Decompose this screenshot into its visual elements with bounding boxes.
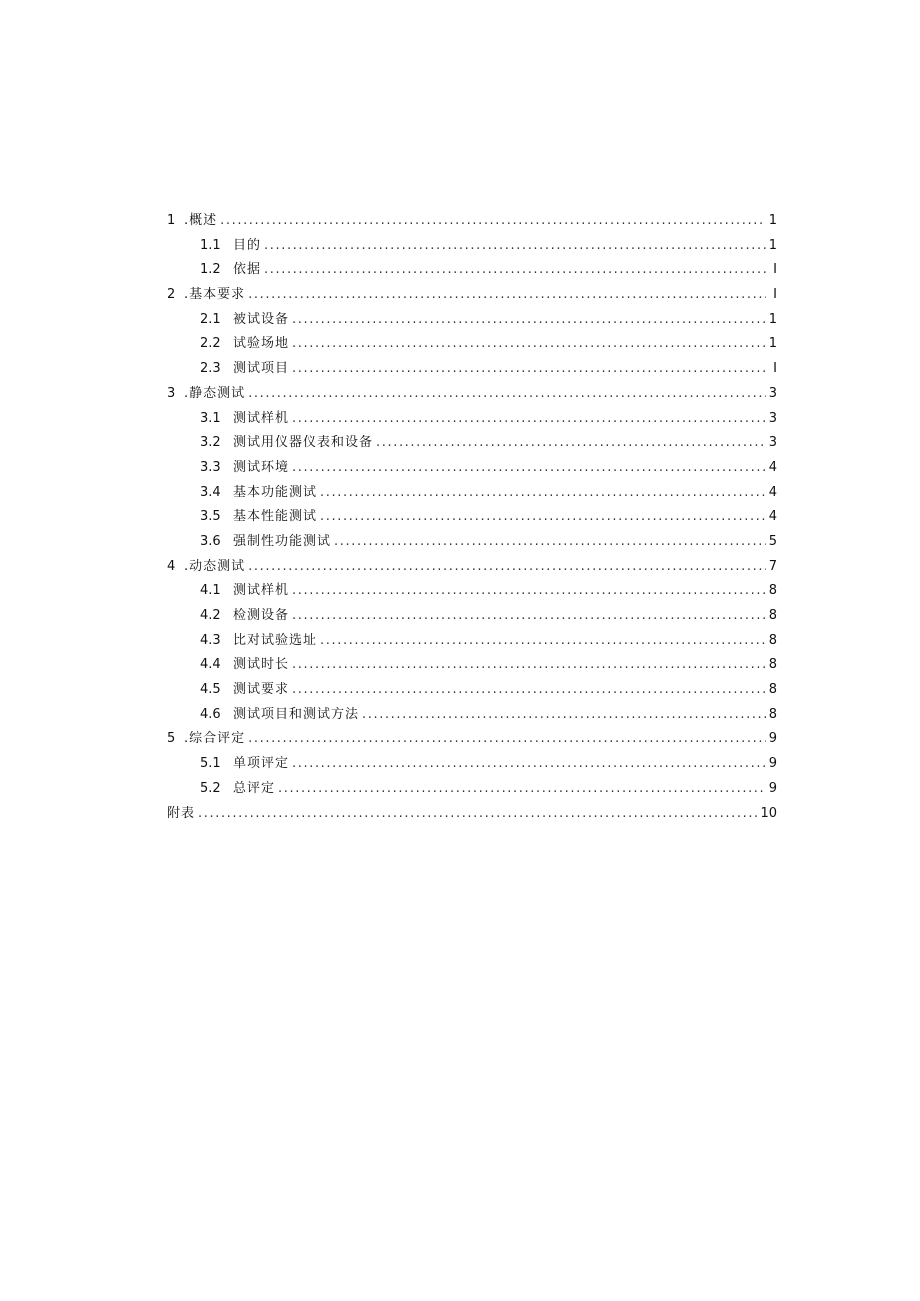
toc-leader-dots <box>362 703 766 728</box>
toc-entry-number: 1 <box>167 213 176 228</box>
toc-leader-dots <box>292 604 766 629</box>
toc-entry-number: 3 <box>167 385 176 401</box>
toc-entry[interactable] <box>167 283 777 308</box>
toc-entry-page: 1 <box>768 311 777 327</box>
toc-entry-page: 1 <box>768 336 777 352</box>
toc-leader-dots <box>292 456 766 481</box>
toc-entry-page: 4 <box>768 459 777 475</box>
toc-entry-page: I <box>773 287 777 303</box>
toc-entry[interactable] <box>167 407 777 432</box>
toc-entry[interactable] <box>167 332 777 357</box>
toc-entry[interactable] <box>167 530 777 555</box>
toc-entry-title: 比对试验选址 <box>233 632 318 648</box>
toc-entry-page: 9 <box>768 756 777 772</box>
toc-entry-number: 3.2 <box>200 435 221 451</box>
toc-entry-number: 1.2 <box>200 262 221 278</box>
toc-entry-title: 试验场地 <box>233 336 290 352</box>
toc-leader-dots <box>248 727 766 752</box>
toc-entry-page: 3 <box>768 435 777 451</box>
toc-entry-page: 8 <box>768 608 777 623</box>
toc-entry-title: 强制性功能测试 <box>233 533 332 549</box>
toc-leader-dots <box>292 332 766 357</box>
toc-entry-number: 5.1 <box>200 756 221 772</box>
toc-entry-page: 9 <box>768 731 777 747</box>
toc-entry-page: I <box>773 361 777 377</box>
toc-entry-title: 测试样机 <box>233 410 290 426</box>
toc-entry-number: 2.2 <box>200 336 221 352</box>
toc-entry-page: 1 <box>768 237 777 253</box>
toc-leader-dots <box>264 234 766 259</box>
toc-entry-number: 2 <box>167 287 176 303</box>
toc-entry-number: 3.6 <box>200 533 221 549</box>
toc-entry[interactable] <box>167 308 777 333</box>
toc-entry[interactable] <box>167 727 777 752</box>
toc-entry-title: 基本性能测试 <box>233 509 318 525</box>
toc-entry-number: 4.5 <box>200 682 221 698</box>
toc-entry-number: 3.1 <box>200 410 221 426</box>
toc-entry-title: 依据 <box>233 262 262 278</box>
toc-entry-page: 8 <box>768 706 777 722</box>
toc-entry-title: 目的 <box>233 237 262 253</box>
toc-entry-number: 3.4 <box>200 484 221 500</box>
toc-entry-title: .综合评定 <box>184 731 246 747</box>
toc-leader-dots <box>334 530 766 555</box>
toc-entry-title: 测试项目和测试方法 <box>233 706 360 722</box>
toc-entry-page: 3 <box>768 410 777 426</box>
toc-entry-page: 9 <box>768 780 777 796</box>
toc-entry[interactable] <box>167 703 777 728</box>
toc-entry-page: 7 <box>768 558 777 574</box>
toc-entry[interactable] <box>167 382 777 407</box>
toc-entry-title: .基本要求 <box>184 287 246 303</box>
toc-leader-dots <box>248 283 766 308</box>
toc-entry-number: 5.2 <box>200 780 221 796</box>
toc-leader-dots <box>220 209 766 234</box>
toc-entry-page: 10 <box>760 805 777 821</box>
toc-leader-dots <box>292 653 766 678</box>
toc-entry[interactable] <box>167 209 777 234</box>
toc-leader-dots <box>292 308 766 333</box>
toc-entry-page: 8 <box>768 632 777 648</box>
toc-entry-number: 4.1 <box>200 583 221 599</box>
toc-entry[interactable] <box>167 234 777 259</box>
toc-entry-number: 3.5 <box>200 509 221 525</box>
toc-entry-number: 4.2 <box>200 608 221 623</box>
toc-entry-title: .静态测试 <box>184 385 246 401</box>
toc-leader-dots <box>320 505 766 530</box>
toc-entry-title: 被试设备 <box>233 311 290 327</box>
toc-entry-title: 附表 <box>167 805 196 821</box>
toc-entry-page: 8 <box>768 682 777 698</box>
toc-entry-number: 4 <box>167 558 176 574</box>
toc-entry[interactable] <box>167 629 777 654</box>
toc-leader-dots <box>292 407 766 432</box>
toc-entry-title: 测试时长 <box>233 657 290 673</box>
toc-entry[interactable] <box>167 752 777 777</box>
toc-entry[interactable] <box>167 777 777 802</box>
toc-entry[interactable] <box>167 456 777 481</box>
toc-entry-page: I <box>773 262 777 278</box>
toc-entry[interactable] <box>167 431 777 456</box>
toc-entry-title: 测试用仪器仪表和设备 <box>233 435 374 451</box>
toc-entry-number: 3.3 <box>200 459 221 475</box>
toc-entry-number: 1.1 <box>200 237 221 253</box>
toc-entry-page: 4 <box>768 484 777 500</box>
toc-leader-dots <box>248 382 766 407</box>
toc-leader-dots <box>264 258 766 283</box>
toc-entry-page: 4 <box>768 509 777 525</box>
toc-entry[interactable] <box>167 258 777 283</box>
toc-entry-number: 4.3 <box>200 632 221 648</box>
toc-entry-title: .概述 <box>184 213 218 228</box>
table-of-contents <box>167 209 777 826</box>
toc-entry-number: 2.1 <box>200 311 221 327</box>
toc-entry-page: 8 <box>768 583 777 599</box>
toc-entry-title: 测试样机 <box>233 583 290 599</box>
toc-entry-title: 基本功能测试 <box>233 484 318 500</box>
toc-entry[interactable] <box>167 653 777 678</box>
toc-leader-dots <box>292 579 766 604</box>
toc-leader-dots <box>278 777 766 802</box>
toc-entry-page: 8 <box>768 657 777 673</box>
toc-entry-number: 4.6 <box>200 706 221 722</box>
toc-leader-dots <box>198 802 757 827</box>
toc-entry[interactable] <box>167 802 777 827</box>
toc-entry[interactable] <box>167 579 777 604</box>
toc-entry-page: 5 <box>768 533 777 549</box>
toc-leader-dots <box>320 629 766 654</box>
toc-entry-number: 2.3 <box>200 361 221 377</box>
toc-entry-number: 4.4 <box>200 657 221 673</box>
toc-entry-title: .动态测试 <box>184 558 246 574</box>
toc-entry-title: 测试项目 <box>233 361 290 377</box>
toc-entry-title: 检测设备 <box>233 608 290 623</box>
toc-leader-dots <box>376 431 766 456</box>
toc-leader-dots <box>292 678 766 703</box>
toc-leader-dots <box>320 481 766 506</box>
toc-leader-dots <box>292 752 766 777</box>
toc-entry[interactable] <box>167 678 777 703</box>
toc-entry[interactable] <box>167 481 777 506</box>
toc-entry-title: 测试环境 <box>233 459 290 475</box>
toc-entry-page: 1 <box>768 213 777 228</box>
toc-entry-title: 测试要求 <box>233 682 290 698</box>
toc-leader-dots <box>248 555 766 580</box>
toc-entry[interactable] <box>167 505 777 530</box>
toc-entry[interactable] <box>167 604 777 629</box>
toc-entry-page: 3 <box>768 385 777 401</box>
toc-entry[interactable] <box>167 555 777 580</box>
toc-entry[interactable] <box>167 357 777 382</box>
toc-leader-dots <box>292 357 766 382</box>
toc-entry-title: 单项评定 <box>233 756 290 772</box>
toc-entry-title: 总评定 <box>233 780 276 796</box>
toc-entry-number: 5 <box>167 731 176 747</box>
